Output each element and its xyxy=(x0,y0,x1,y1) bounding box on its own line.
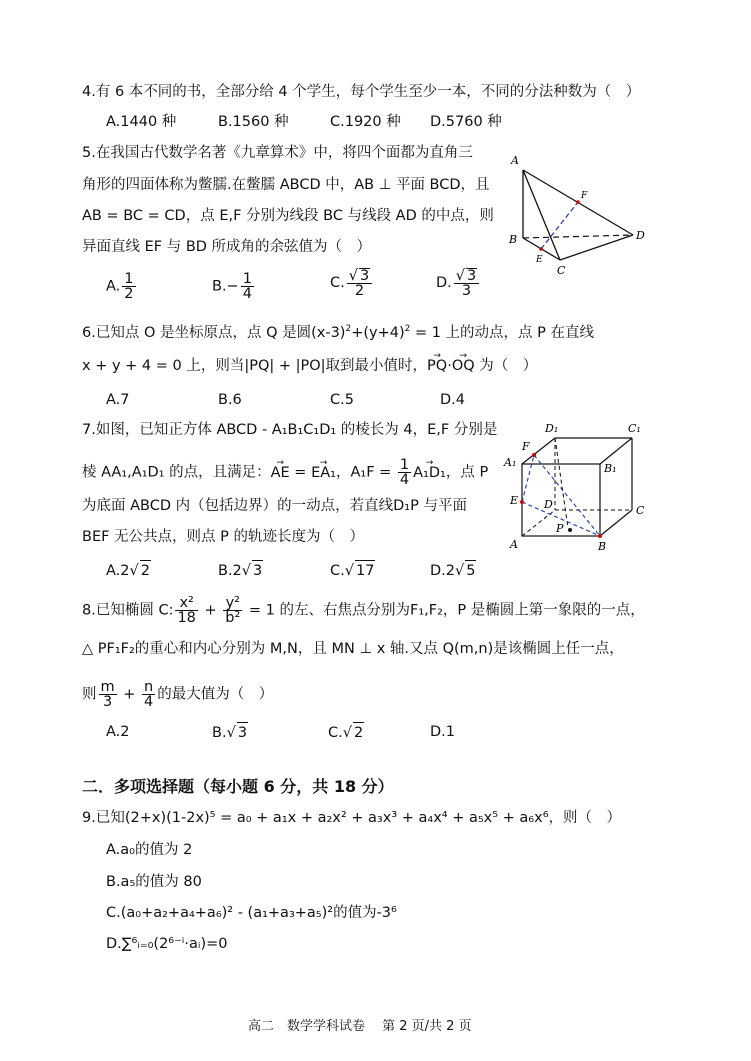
q7-label-d: D xyxy=(544,498,553,511)
q7-option-a: A.2√ 2 xyxy=(106,560,151,581)
q5-label-f: F xyxy=(581,191,588,201)
q7-label-c: C xyxy=(636,504,645,517)
vector-oq: → OQ xyxy=(452,356,475,376)
q4-option-d: D.5760 种 xyxy=(430,114,502,130)
q7-line-4: BEF 无公共点，则点 P 的轨迹长度为（ ） xyxy=(82,529,365,545)
q8-line-1: 8.已知椭圆 C: $\frac{\text{x²}}{18}$ + $\frac{\text{y²}}{\text{b²}}$ = 1 的左、右焦点分别为F₁,F₂，P 是椭圆上第一象限的一点， xyxy=(82,595,645,626)
q8-option-a: A.2 xyxy=(106,724,130,740)
q5-label-c: C xyxy=(557,264,566,277)
q4-option-a: A.1440 种 xyxy=(106,114,177,130)
q7-label-a: A xyxy=(510,538,518,551)
q7-line-3: 为底面 ABCD 内（包括边界）的一动点，若直线D₁P 与平面 xyxy=(82,498,467,514)
q7-label-b1: B₁ xyxy=(604,462,617,475)
vector-pq: → PQ xyxy=(427,356,447,376)
q8-option-c: C.√ 2 xyxy=(328,722,364,743)
q6-option-b: B.6 xyxy=(218,392,242,408)
q5-label-b: B xyxy=(509,233,518,246)
q5-label-e: E xyxy=(536,255,543,265)
q5-option-c: C. $\frac{√ 3}{2}$ xyxy=(330,268,374,298)
q7-line-2: 棱 AA₁,A₁D₁ 的点，且满足：→ AE = → EA₁，A₁F = $\frac{1}{4}$ → A₁D₁，点 P xyxy=(82,458,488,487)
q7-option-d: D.2√ 5 xyxy=(430,560,476,581)
q7-label-b: B xyxy=(598,540,607,553)
q7-option-c: C.√ 17 xyxy=(330,560,375,581)
q5-line-3: AB = BC = CD，点 E,F 分别为线段 BC 与线段 AD 的中点，则 xyxy=(82,208,494,224)
q8-line-2: △ PF₁F₂的重心和内心分别为 M,N，且 MN ⊥ x 轴.又点 Q(m,n)是该椭圆上任一点， xyxy=(82,641,624,657)
q5-option-d: D. $\frac{√ 3}{3}$ xyxy=(436,268,481,298)
q7-label-e: E xyxy=(510,494,519,507)
q5-label-d: D xyxy=(636,229,645,242)
q4-option-c: C.1920 种 xyxy=(330,114,401,130)
q7-line-1: 7.如图，已知正方体 ABCD - A₁B₁C₁D₁ 的棱长为 4，E,F 分别是 xyxy=(82,422,498,438)
q9-stem: 9.已知(2+x)(1-2x)⁵ = a₀ + a₁x + a₂x² + a₃x³ + a₄x⁴ + a₅x⁵ + a₆x⁶，则（ ） xyxy=(82,810,622,826)
q7-cube-figure xyxy=(500,418,660,558)
q8-line-3: 则 $\frac{m}{3}$ + $\frac{n}{4}$ 的最大值为（ ） xyxy=(82,679,274,710)
q9-option-a: A.a₀的值为 2 xyxy=(106,842,193,858)
q4-stem: 4.有 6 本不同的书，全部分给 4 个学生，每个学生至少一本，不同的分法种数为（ ） xyxy=(82,84,641,100)
q7-label-f: F xyxy=(522,440,530,453)
q7-option-b: B.2√ 3 xyxy=(218,560,263,581)
q6-line-2: x + y + 4 = 0 上，则当|PQ| + |PO|取到最小值时，→ PQ·→ OQ 为（ ） xyxy=(82,356,537,376)
q5-label-a: A xyxy=(511,154,519,167)
q5-line-4: 异面直线 EF 与 BD 所成角的余弦值为（ ） xyxy=(82,239,372,255)
q8-option-b: B.√ 3 xyxy=(212,722,248,743)
q6-option-c: C.5 xyxy=(330,392,354,408)
q5-line-2: 角形的四面体称为鳖臑.在鳖臑 ABCD 中，AB ⊥ 平面 BCD，且 xyxy=(82,177,490,193)
q4-option-b: B.1560 种 xyxy=(218,114,289,130)
q9-option-d: D.∑⁶ᵢ₌₀(2⁶⁻ⁱ·aᵢ)=0 xyxy=(106,936,228,952)
q7-label-a1: A₁ xyxy=(504,456,517,469)
q5-option-b: B.− $\frac{1}{4}$ xyxy=(212,271,252,302)
section-heading: 二．多项选择题（每小题 6 分，共 18 分） xyxy=(82,777,394,796)
q6-line-1: 6.已知点 O 是坐标原点，点 Q 是圆$(x-3)^2+(y+4)^2 = 1$ 上的动点，点 P 在直线 xyxy=(82,324,595,341)
q7-label-p: P xyxy=(556,522,564,535)
q9-option-c: C.(a₀+a₂+a₄+a₆)² - (a₁+a₃+a₅)²的值为-3⁶ xyxy=(106,905,397,921)
q6-option-d: D.4 xyxy=(440,392,465,408)
q7-label-d1: D₁ xyxy=(545,422,559,435)
q9-option-b: B.a₅的值为 80 xyxy=(106,874,202,890)
q5-line-1: 5.在我国古代数学名著《九章算术》中，将四个面都为直角三 xyxy=(82,145,473,161)
q5-tetrahedron-figure xyxy=(505,150,655,280)
page-footer: 高二 数学学科试卷 第 2 页/共 2 页 xyxy=(248,1019,472,1034)
q8-option-d: D.1 xyxy=(430,724,455,740)
q7-label-c1: C₁ xyxy=(628,422,641,435)
q5-option-a: A. $\frac{1}{2}$ xyxy=(106,271,134,302)
q6-option-a: A.7 xyxy=(106,392,130,408)
